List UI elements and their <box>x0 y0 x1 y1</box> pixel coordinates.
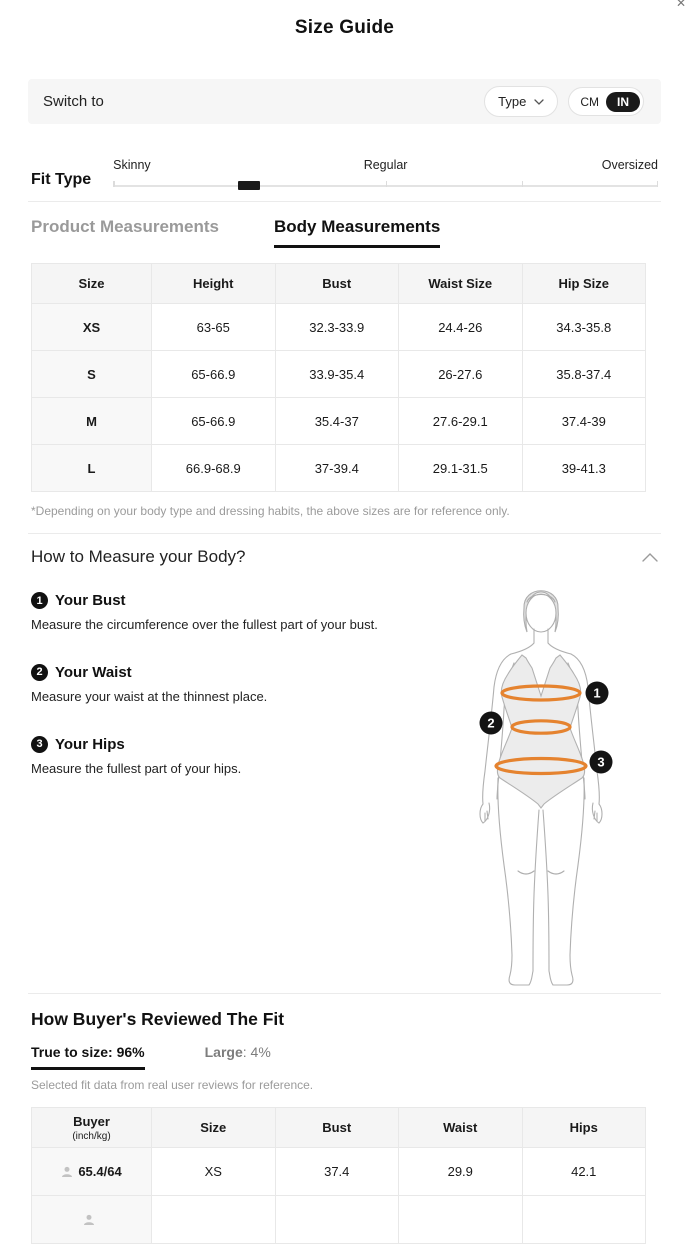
size-cell: L <box>32 445 152 492</box>
value-cell: 24.4-26 <box>399 304 523 351</box>
measure-section-header[interactable] <box>31 547 658 567</box>
chevron-up-icon[interactable] <box>642 553 658 562</box>
value-cell: 34.3-35.8 <box>522 304 646 351</box>
buyer-unit-label: (inch/kg) <box>72 1130 111 1142</box>
slider-tick <box>522 181 524 187</box>
stat-value: 4% <box>250 1044 271 1060</box>
value-cell <box>152 1196 276 1244</box>
unit-option-cm[interactable]: CM <box>580 94 599 109</box>
close-icon[interactable]: ✕ <box>675 0 686 10</box>
col-header-hip: Hip Size <box>522 264 646 304</box>
measure-item-title: Your Bust <box>55 592 126 609</box>
value-cell: 66.9-68.9 <box>152 445 276 492</box>
value-cell: 26-27.6 <box>399 351 523 398</box>
stat-label: Large <box>204 1044 243 1060</box>
fit-type-label: Fit Type <box>31 171 92 188</box>
table-row-partial <box>32 1196 646 1244</box>
col-header-bust: Bust <box>275 264 399 304</box>
size-cell: XS <box>32 304 152 351</box>
slider-thumb[interactable] <box>238 181 260 190</box>
size-chart-table <box>31 263 646 492</box>
slider-tick <box>657 181 659 187</box>
stat-separator: : <box>242 1044 251 1060</box>
value-cell <box>399 1196 523 1244</box>
value-cell: 37-39.4 <box>275 445 399 492</box>
table-row <box>32 398 646 445</box>
fit-type-section <box>31 158 658 190</box>
measure-item-desc: Measure the fullest part of your hips. <box>31 760 242 776</box>
divider <box>28 533 661 534</box>
value-cell: 29.9 <box>399 1148 523 1196</box>
buyer-review-table <box>31 1107 646 1244</box>
figure-badge-3: 3 <box>597 754 605 770</box>
type-dropdown-button[interactable] <box>484 86 558 117</box>
page-title: Size Guide <box>294 17 395 38</box>
size-cell: S <box>32 351 152 398</box>
col-header-waist: Waist Size <box>399 264 523 304</box>
col-header-hips: Hips <box>522 1108 646 1148</box>
value-cell: 39-41.3 <box>522 445 646 492</box>
slider-track[interactable] <box>113 181 658 190</box>
stat-true-to-size[interactable] <box>31 1044 145 1070</box>
col-header-size: Size <box>32 264 152 304</box>
value-cell: 32.3-33.9 <box>275 304 399 351</box>
col-header-size: Size <box>152 1108 276 1148</box>
measure-instructions <box>31 575 383 779</box>
figure-badge-1: 1 <box>593 685 601 701</box>
buyer-table-header-row <box>32 1108 646 1148</box>
col-header-buyer: Buyer (inch/kg) <box>32 1108 152 1148</box>
value-cell: 63-65 <box>152 304 276 351</box>
unit-toggle[interactable] <box>568 87 644 116</box>
size-table-header-row <box>32 264 646 304</box>
fit-stats <box>31 1044 658 1070</box>
number-badge-3: 3 <box>31 736 48 753</box>
slider-label-regular: Regular <box>363 158 408 172</box>
value-cell <box>275 1196 399 1244</box>
slider-tick <box>113 181 115 187</box>
slider-label-skinny: Skinny <box>113 158 151 172</box>
size-table-footnote: *Depending on your body type and dressing habits, the above sizes are for reference only. <box>31 504 510 518</box>
measure-item-title: Your Waist <box>55 663 132 681</box>
value-cell: 37.4 <box>275 1148 399 1196</box>
stat-label: True to size <box>31 1044 109 1060</box>
table-row <box>32 304 646 351</box>
value-cell: XS <box>152 1148 276 1196</box>
buyer-review-title: How Buyer's Reviewed The Fit <box>31 1009 285 1029</box>
measure-section-title: How to Measure your Body? <box>31 547 246 566</box>
value-cell: 65-66.9 <box>152 351 276 398</box>
number-badge-1: 1 <box>31 592 48 609</box>
person-icon <box>61 1166 73 1178</box>
col-header-bust: Bust <box>275 1108 399 1148</box>
divider <box>28 993 661 994</box>
figure-badge-2: 2 <box>487 715 495 731</box>
buyer-cell <box>32 1196 152 1244</box>
slider-label-oversized: Oversized <box>601 158 658 172</box>
measure-item-bust <box>31 592 383 635</box>
measure-item-title: Your Hips <box>55 735 125 753</box>
measure-item-hips <box>31 736 383 779</box>
col-header-waist: Waist <box>399 1108 523 1148</box>
divider <box>28 201 661 202</box>
person-icon <box>83 1214 95 1226</box>
stat-separator: : <box>108 1044 117 1060</box>
unit-option-in-selected[interactable]: IN <box>606 92 640 112</box>
number-badge-2: 2 <box>31 664 48 681</box>
tab-body-measurements[interactable]: Body Measurements <box>274 217 440 248</box>
slider-labels <box>113 158 658 172</box>
switch-controls <box>484 86 644 117</box>
value-cell: 27.6-29.1 <box>399 398 523 445</box>
switch-bar <box>28 79 661 124</box>
table-row <box>32 1148 646 1196</box>
table-row <box>32 351 646 398</box>
tab-product-measurements[interactable]: Product Measurements <box>31 217 219 236</box>
table-row <box>32 445 646 492</box>
review-note: Selected fit data from real user reviews for reference. <box>31 1078 314 1092</box>
slider-tick <box>386 181 388 187</box>
value-cell <box>522 1196 646 1244</box>
switch-to-label: Switch to <box>43 93 104 110</box>
value-cell: 65-66.9 <box>152 398 276 445</box>
value-cell: 35.8-37.4 <box>522 351 646 398</box>
value-cell: 33.9-35.4 <box>275 351 399 398</box>
measure-section-body <box>31 575 658 993</box>
chevron-down-icon <box>534 99 544 105</box>
value-cell: 42.1 <box>522 1148 646 1196</box>
measurement-tabs <box>31 217 658 248</box>
value-cell: 35.4-37 <box>275 398 399 445</box>
value-cell: 37.4-39 <box>522 398 646 445</box>
measure-item-waist <box>31 664 383 707</box>
body-measurement-figure <box>455 575 675 993</box>
buyer-cell: 65.4/64 <box>32 1148 152 1196</box>
fit-type-slider[interactable] <box>113 158 658 190</box>
col-header-height: Height <box>152 264 276 304</box>
stat-value: 96% <box>116 1044 145 1060</box>
measure-item-desc: Measure your waist at the thinnest place. <box>31 688 268 704</box>
value-cell: 29.1-31.5 <box>399 445 523 492</box>
measure-item-desc: Measure the circumference over the fullest part of your bust. <box>31 617 378 632</box>
size-cell: M <box>32 398 152 445</box>
stat-large[interactable] <box>205 1044 271 1070</box>
type-dropdown-label: Type <box>498 94 527 109</box>
